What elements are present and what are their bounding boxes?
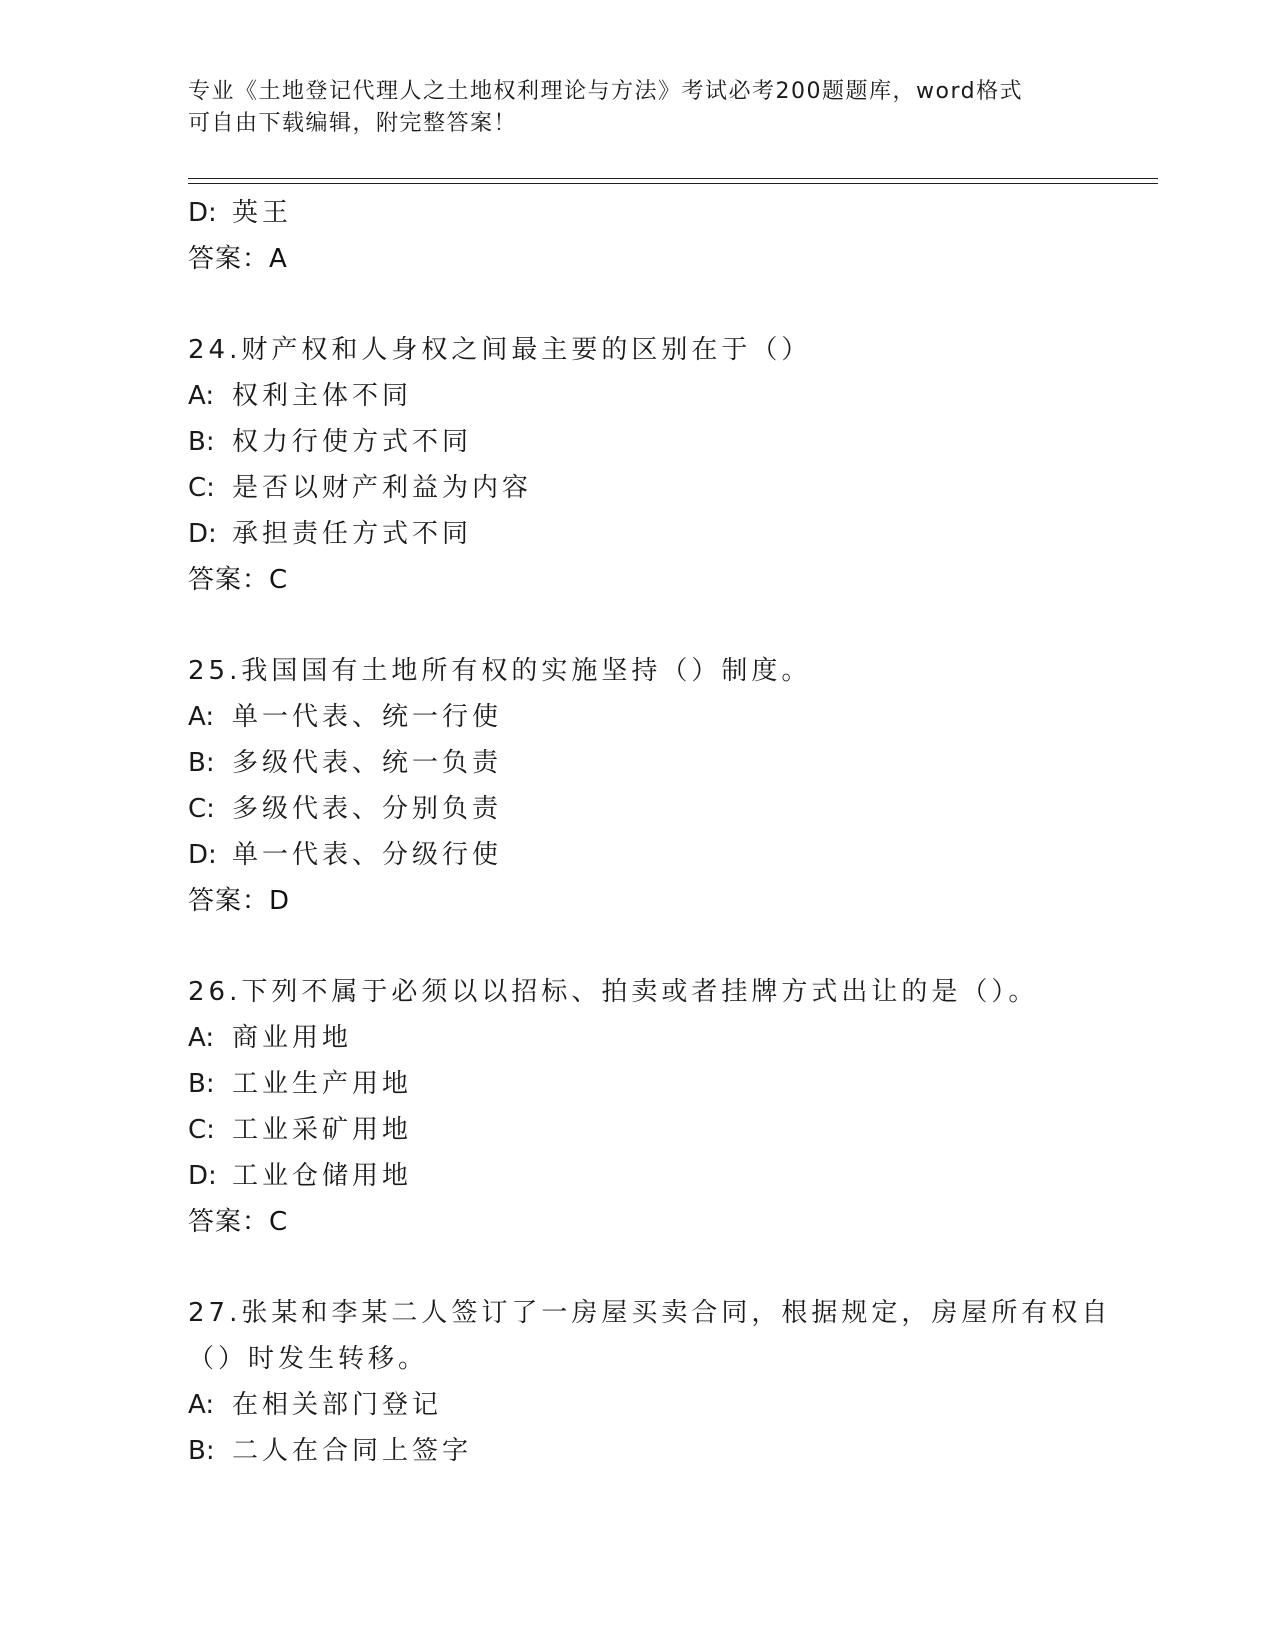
option-text: 二人在合同上签字 [232,1436,473,1466]
option-text: 单一代表、分级行使 [232,840,503,870]
option-a [188,694,1158,740]
option-c [188,1107,1158,1153]
option-text: 工业生产用地 [232,1069,413,1099]
option-c [188,465,1158,511]
option-text: 权力行使方式不同 [232,427,473,457]
option-key: B: [188,748,215,778]
option-b [188,740,1158,786]
option-a [188,373,1158,419]
option-key: A: [188,381,215,411]
option-b [188,1428,1158,1474]
question-stem: 26.下列不属于必须以以招标、拍卖或者挂牌方式出让的是（）。 [188,977,1039,1007]
question-25 [188,648,1158,924]
option-text: 商业用地 [232,1023,353,1053]
option-d [188,1153,1158,1199]
option-text: 单一代表、统一行使 [232,702,503,732]
answer-line: 答案：D [188,886,291,916]
question-stem: 25.我国国有土地所有权的实施坚持（）制度。 [188,656,812,686]
option-text: 工业采矿用地 [232,1115,413,1145]
option-text: 英王 [232,198,293,228]
option-d [188,511,1158,557]
option-text: 工业仓储用地 [232,1161,413,1191]
option-a [188,1382,1158,1428]
option-text: 是否以财产利益为内容 [232,473,533,503]
option-key: C: [188,473,215,503]
question-stem-line-2: （）时发生转移。 [188,1344,429,1374]
question-24 [188,327,1158,603]
option-key: D: [188,519,217,549]
answer-line: 答案：C [188,565,289,595]
header-divider [188,178,1158,184]
option-a [188,1015,1158,1061]
option-key: C: [188,1115,215,1145]
option-text: 承担责任方式不同 [232,519,473,549]
option-key: C: [188,794,215,824]
option-b [188,1061,1158,1107]
option-key: A: [188,702,215,732]
option-text: 权利主体不同 [232,381,413,411]
header-title-line-2: 可自由下载编辑，附完整答案！ [188,111,518,136]
previous-question-tail [188,190,1158,282]
option-text: 多级代表、分别负责 [232,794,503,824]
question-26 [188,969,1158,1245]
header-title-line-1: 专业《土地登记代理人之土地权利理论与方法》考试必考200题题库，word格式 [188,79,1024,104]
option-key: B: [188,1436,215,1466]
question-27 [188,1290,1158,1474]
option-key: B: [188,1069,215,1099]
option-key: A: [188,1390,215,1420]
document-header [188,76,1068,140]
question-stem: 24.财产权和人身权之间最主要的区别在于（） [188,335,812,365]
option-text: 在相关部门登记 [232,1390,443,1420]
option-key: D: [188,198,217,228]
option-key: B: [188,427,215,457]
option-text: 多级代表、统一负责 [232,748,503,778]
option-c [188,786,1158,832]
option-key: A: [188,1023,215,1053]
option-b [188,419,1158,465]
option-key: D: [188,840,217,870]
answer-line: 答案：A [188,244,288,274]
option-d [188,832,1158,878]
option-d [188,190,1158,236]
question-stem-line-1: 27.张某和李某二人签订了一房屋买卖合同，根据规定，房屋所有权自 [188,1298,1112,1328]
answer-line: 答案：C [188,1207,289,1237]
question-content [188,190,1158,1474]
option-key: D: [188,1161,217,1191]
